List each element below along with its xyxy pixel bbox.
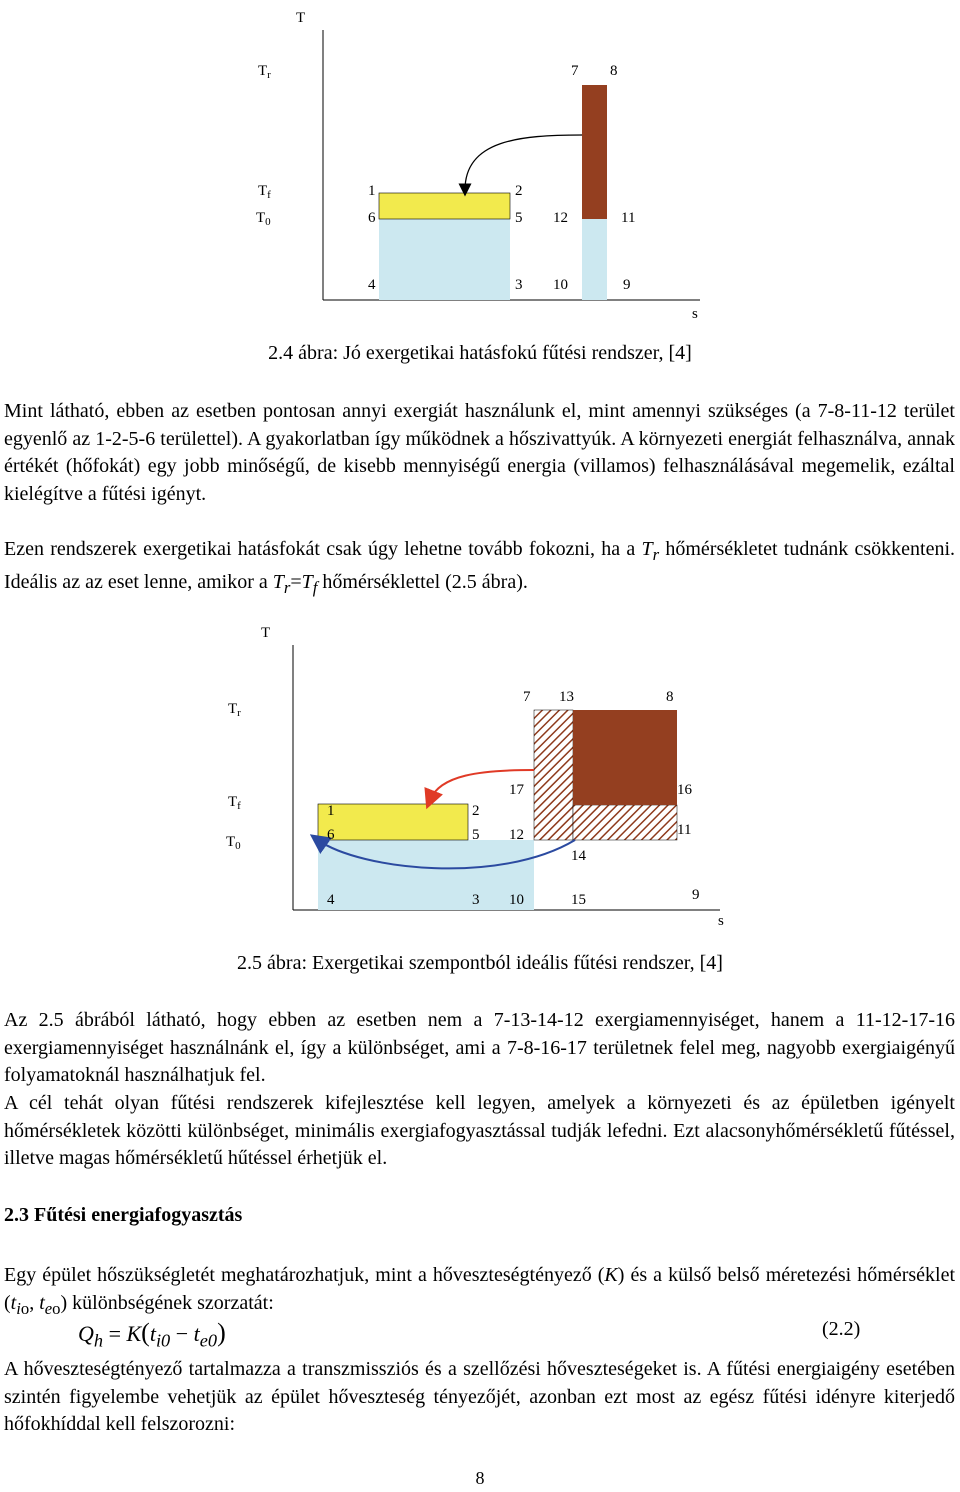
t-axis-label: T	[261, 625, 271, 641]
point-9: 9	[692, 887, 700, 903]
paragraph-5-text: Egy épület hőszükségletét meghatározhatjuk, mint a hőveszteségtényező (K) és a külső belső méretezési hőmérséklet ($t_{io}$, $t_{eo}$) különbségének szorzatát:	[4, 1264, 956, 1318]
point-9: 9	[623, 277, 631, 293]
paragraph-2-text: Ezen rendszerek exergetikai hatásfokát csak úgy lehetne tovább fokozni, ha a $T_r$ hőmérsékletet tudnánk csökkenteni. Ideális az az eset lenne, amikor a $T_r=T_f$ hőmérséklettel (2.5 ábra).	[4, 538, 956, 597]
point-4: 4	[327, 892, 335, 908]
t0-label: $T_0$	[256, 210, 271, 228]
point-14: 14	[571, 848, 586, 864]
figure-2-5-diagram	[0, 615, 960, 945]
paragraph-3	[4, 1007, 955, 1090]
exergy-input-area	[582, 85, 607, 219]
point-16: 16	[677, 782, 692, 798]
point-12: 12	[509, 827, 524, 843]
paragraph-6-text: A hőveszteségtényező tartalmazza a transzmissziós és a szellőzési hőveszteségeket is. A fűtési energiaigény esetében szintén figyelembe vehetjük az épület hőveszteség tényezőjét, azonban ezt most az egész fűtési idényre kiterjedő hőfokhíddal kell felszorozni:	[4, 1358, 955, 1435]
point-8: 8	[666, 689, 674, 705]
tr-label: $T_r$	[228, 701, 241, 719]
point-17: 17	[509, 782, 524, 798]
point-15: 15	[571, 892, 586, 908]
figure-2-5-caption: 2.5 ábra: Exergetikai szempontból ideális fűtési rendszer, [4]	[237, 952, 723, 974]
point-2: 2	[515, 183, 523, 199]
figure-2-4-caption: 2.4 ábra: Jó exergetikai hatásfokú fűtési rendszer, [4]	[268, 342, 692, 364]
tf-label: $T_f$	[258, 183, 271, 201]
figure-2-4-diagram	[0, 0, 960, 330]
section-heading: 2.3 Fűtési energiafogyasztás	[4, 1204, 243, 1226]
point-3: 3	[515, 277, 523, 293]
point-1: 1	[327, 803, 335, 819]
paragraph-4	[4, 1090, 955, 1173]
t-axis-label: T	[296, 10, 306, 26]
point-3: 3	[472, 892, 480, 908]
point-1: 1	[368, 183, 376, 199]
tf-label: $T_f$	[228, 794, 241, 812]
point-2: 2	[472, 803, 480, 819]
figure-2-5	[0, 615, 960, 945]
paragraph-3-text: Az 2.5 ábrából látható, hogy ebben az esetben nem a 7-13-14-12 exergiamennyiséget, hanem a 11-12-17-16 exergiamennyiséget használnánk el, így a különbséget, ami a 7-8-16-17 területnek felel meg, nagyobb exergiaigényű folyamatoknál használhatjuk fel.	[4, 1009, 955, 1086]
point-10: 10	[553, 277, 568, 293]
heat-pump-ambient-area	[582, 219, 607, 300]
flow-arrow	[465, 135, 582, 190]
heating-demand-area	[318, 804, 468, 840]
point-4: 4	[368, 277, 376, 293]
point-6: 6	[327, 827, 335, 843]
hatched-area-bottom	[573, 805, 677, 840]
point-5: 5	[472, 827, 480, 843]
paragraph-1	[4, 398, 955, 508]
heating-demand-area	[379, 193, 510, 219]
point-13: 13	[559, 689, 574, 705]
paragraph-2	[4, 536, 955, 601]
point-11: 11	[677, 822, 692, 838]
hatched-area-left	[534, 710, 573, 840]
point-7: 7	[571, 63, 579, 79]
paragraph-1-text: Mint látható, ebben az esetben pontosan annyi exergiát használunk el, mint amennyi szükséges (a 7-8-11-12 terület egyenlő az 1-2-5-6 területtel). A gyakorlatban így működnek a hőszivattyúk. A környezeti energiát felhasználva, annak értékét (hőfokát) egy jobb minőségű, de kisebb mennyiségű energia (villamos) felhasználásával megemelik, ezáltal kielégítve a fűtési igényt.	[4, 400, 955, 505]
point-11: 11	[621, 210, 636, 226]
point-10: 10	[509, 892, 524, 908]
s-axis-label: s	[718, 913, 724, 929]
point-12: 12	[553, 210, 568, 226]
t0-label: $T_0$	[226, 834, 241, 852]
s-axis-label: s	[692, 306, 698, 322]
formula-number: (2.2)	[822, 1318, 861, 1340]
paragraph-6	[4, 1356, 955, 1439]
ambient-area	[318, 840, 534, 910]
ambient-area	[379, 219, 510, 300]
point-5: 5	[515, 210, 523, 226]
figure-2-4	[0, 0, 960, 330]
paragraph-5	[4, 1262, 955, 1322]
point-6: 6	[368, 210, 376, 226]
point-7: 7	[523, 689, 531, 705]
tr-label: $T_r$	[258, 63, 271, 81]
formula-2-2	[0, 1318, 960, 1354]
formula-expression: $Q_h = K(t_{i0} - t_{e0})$	[78, 1318, 226, 1351]
point-8: 8	[610, 63, 618, 79]
exergy-surplus-area	[573, 710, 677, 805]
page-number: 8	[475, 1468, 485, 1488]
paragraph-4-text: A cél tehát olyan fűtési rendszerek kifejlesztése kell legyen, amelyek a környezeti és az épületben igényelt hőmérsékletek közötti különbséget, minimális exergiafogyasztással tudják lefedni. Ezt alacsonyhőmérsékletű fűtéssel, illetve magas hőmérsékletű hűtéssel érhetjük el.	[4, 1092, 955, 1169]
